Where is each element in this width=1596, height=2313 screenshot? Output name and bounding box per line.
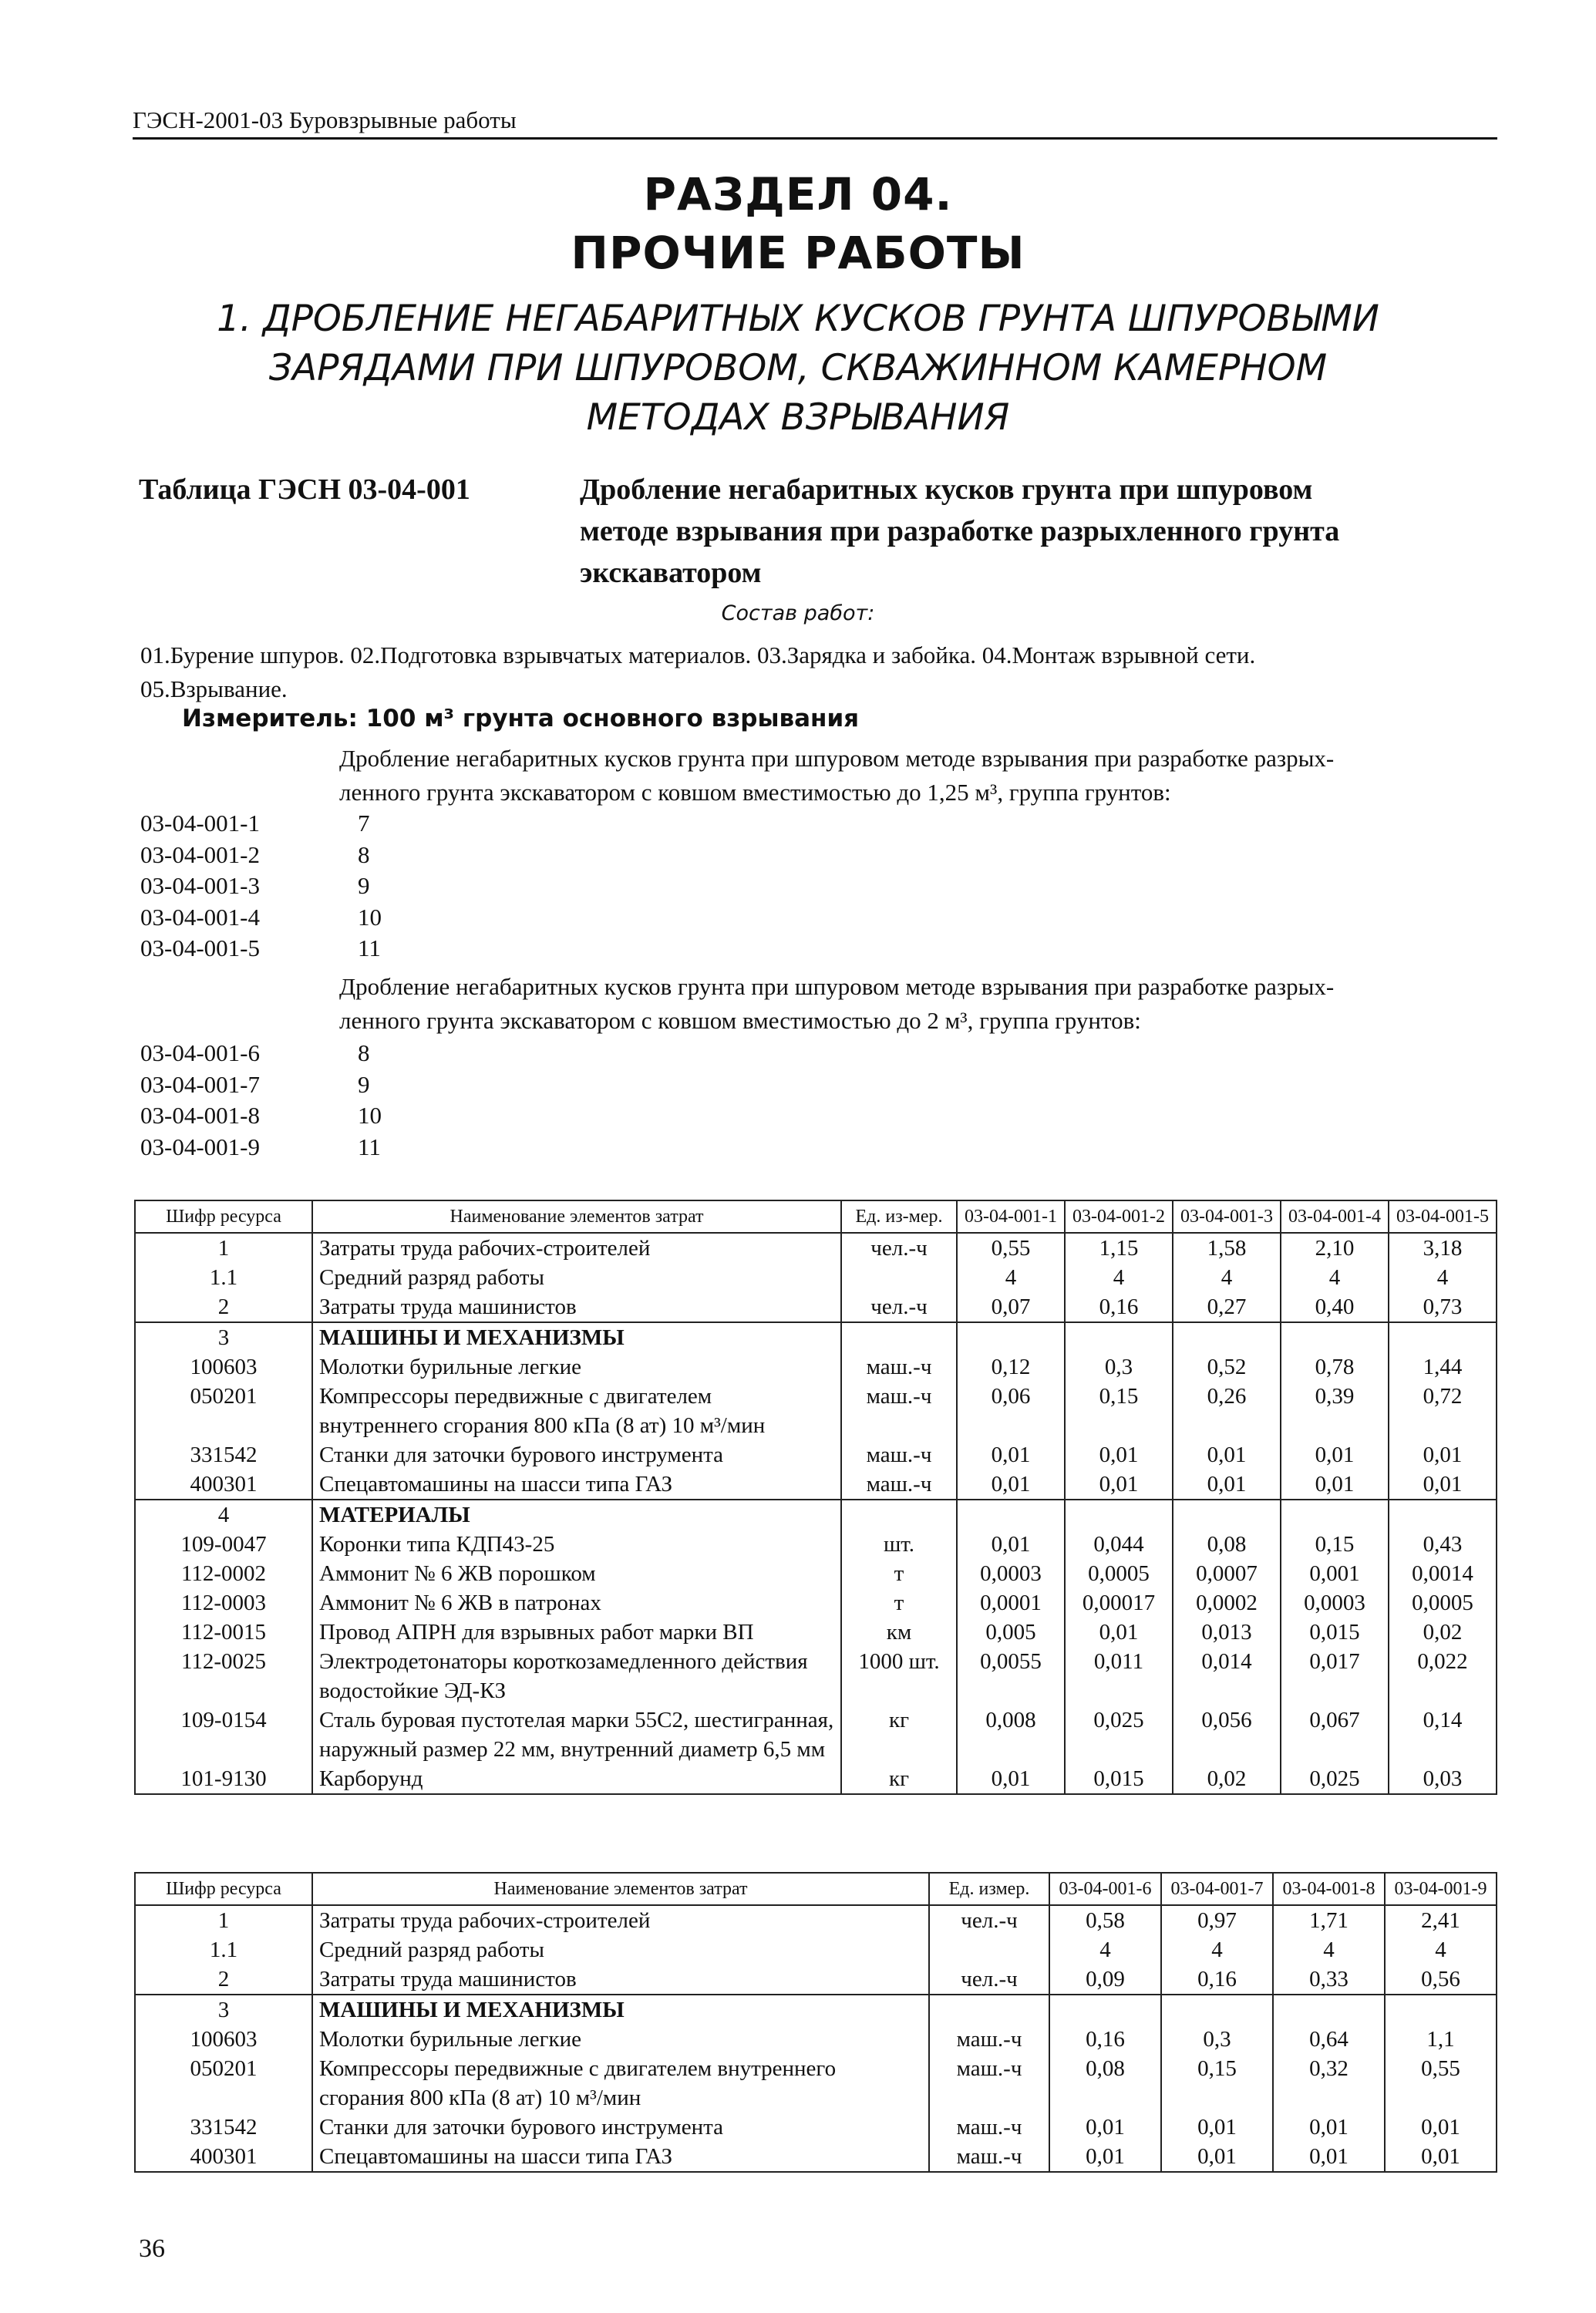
- subsection-title: [116, 295, 1480, 443]
- value-cell: 0,26: [1173, 1382, 1281, 1440]
- resource-code: 050201: [135, 1382, 312, 1440]
- value-cell: 0,0005: [1389, 1588, 1497, 1618]
- resource-code: 112-0002: [135, 1559, 312, 1588]
- unit-cell: км: [841, 1618, 957, 1647]
- value-cell: 0,64: [1273, 2025, 1385, 2054]
- value-cell: 0,15: [1065, 1382, 1173, 1440]
- header-name: Наименование элементов затрат: [312, 1873, 929, 1905]
- table-caption-line: методе взрывания при разработке разрыхленного грунта: [580, 515, 1340, 547]
- group-description-line: ленного грунта экскаватором с ковшом вместимостью до 2 м³, группа грунтов:: [339, 1007, 1141, 1034]
- cost-element-name: Компрессоры передвижные с двигателем внутреннего сгорания 800 кПа (8 ат) 10 м³/мин: [312, 2054, 929, 2113]
- value-cell: 0,044: [1065, 1530, 1173, 1559]
- value-cell: 0,02: [1389, 1618, 1497, 1647]
- value-cell: [1065, 1322, 1173, 1352]
- table-row: [135, 1588, 1497, 1618]
- value-cell: 0,01: [1065, 1440, 1173, 1470]
- unit-cell: кг: [841, 1764, 957, 1794]
- header-col: 03-04-001-5: [1389, 1200, 1497, 1233]
- value-cell: 4: [1273, 1935, 1385, 1965]
- table-row: [135, 1705, 1497, 1764]
- header-unit: Ед. измер.: [929, 1873, 1049, 1905]
- cost-element-name: МАШИНЫ И МЕХАНИЗМЫ: [312, 1995, 929, 2025]
- value-cell: [957, 1322, 1065, 1352]
- value-cell: 0,01: [1065, 1618, 1173, 1647]
- table-row: [135, 1935, 1497, 1965]
- table-row: [135, 1233, 1497, 1263]
- resource-code: 3: [135, 1322, 312, 1352]
- value-cell: 0,025: [1281, 1764, 1389, 1794]
- header-col: 03-04-001-4: [1281, 1200, 1389, 1233]
- value-cell: 0,067: [1281, 1705, 1389, 1764]
- table-caption-label: Таблица ГЭСН 03-04-001: [139, 473, 470, 506]
- works-line: 05.Взрывание.: [140, 675, 288, 702]
- value-cell: 2,10: [1281, 1233, 1389, 1263]
- unit-cell: т: [841, 1559, 957, 1588]
- header-code: Шифр ресурса: [135, 1873, 312, 1905]
- resource-code: 400301: [135, 1470, 312, 1500]
- value-cell: 4: [1389, 1263, 1497, 1292]
- value-cell: 0,0002: [1173, 1588, 1281, 1618]
- table-row: [135, 1764, 1497, 1794]
- value-cell: 0,43: [1389, 1530, 1497, 1559]
- cost-element-name: Электродетонаторы короткозамедленного действия водостойкие ЭД-КЗ: [312, 1647, 841, 1705]
- table-row: [135, 1559, 1497, 1588]
- soil-group: 11: [358, 934, 381, 961]
- value-cell: 4: [957, 1263, 1065, 1292]
- value-cell: 0,056: [1173, 1705, 1281, 1764]
- table-row: [135, 1382, 1497, 1440]
- table-caption-line: Дробление негабаритных кусков грунта при шпуровом: [580, 473, 1313, 506]
- value-cell: 0,55: [957, 1233, 1065, 1263]
- unit-cell: чел.-ч: [841, 1233, 957, 1263]
- soil-group: 10: [358, 1102, 382, 1129]
- cost-element-name: Спецавтомашины на шасси типа ГАЗ: [312, 2142, 929, 2172]
- value-cell: 0,01: [1281, 1440, 1389, 1470]
- cost-element-name: Компрессоры передвижные с двигателем внутреннего сгорания 800 кПа (8 ат) 10 м³/мин: [312, 1382, 841, 1440]
- cost-element-name: Сталь буровая пустотелая марки 55С2, шестигранная, наружный размер 22 мм, внутренний диаметр 6,5 мм: [312, 1705, 841, 1764]
- unit-cell: чел.-ч: [929, 1965, 1049, 1995]
- resource-code: 4: [135, 1500, 312, 1530]
- header-col: 03-04-001-7: [1161, 1873, 1273, 1905]
- resource-code: 3: [135, 1995, 312, 2025]
- value-cell: 0,07: [957, 1292, 1065, 1322]
- cost-element-name: Средний разряд работы: [312, 1263, 841, 1292]
- table-row: [135, 1352, 1497, 1382]
- value-cell: 0,72: [1389, 1382, 1497, 1440]
- norm-code: 03-04-001-8: [140, 1102, 260, 1129]
- header-col: 03-04-001-8: [1273, 1873, 1385, 1905]
- header-col: 03-04-001-3: [1173, 1200, 1281, 1233]
- value-cell: 2,41: [1385, 1905, 1497, 1935]
- value-cell: 4: [1173, 1263, 1281, 1292]
- value-cell: 4: [1281, 1263, 1389, 1292]
- value-cell: 1,1: [1385, 2025, 1497, 2054]
- norm-code: 03-04-001-3: [140, 872, 260, 899]
- unit-cell: шт.: [841, 1530, 957, 1559]
- value-cell: 4: [1065, 1263, 1173, 1292]
- resource-code: 2: [135, 1965, 312, 1995]
- value-cell: 1,15: [1065, 1233, 1173, 1263]
- value-cell: [1173, 1322, 1281, 1352]
- unit-cell: т: [841, 1588, 957, 1618]
- table-row: [135, 2054, 1497, 2113]
- value-cell: 0,01: [1173, 1440, 1281, 1470]
- value-cell: 0,01: [1161, 2142, 1273, 2172]
- value-cell: 0,014: [1173, 1647, 1281, 1705]
- header-col: 03-04-001-1: [957, 1200, 1065, 1233]
- unit-cell: [929, 1935, 1049, 1965]
- soil-group: 8: [358, 840, 370, 868]
- table-row: [135, 2113, 1497, 2142]
- table-row: [135, 1322, 1497, 1352]
- page-number: 36: [139, 2234, 165, 2263]
- unit-cell: кг: [841, 1705, 957, 1764]
- value-cell: 0,56: [1385, 1965, 1497, 1995]
- value-cell: 0,008: [957, 1705, 1065, 1764]
- subsection-title-line: ЗАРЯДАМИ ПРИ ШПУРОВОМ, СКВАЖИННОМ КАМЕРНОМ: [268, 347, 1328, 389]
- resource-code: 1.1: [135, 1263, 312, 1292]
- resource-code: 100603: [135, 1352, 312, 1382]
- value-cell: 0,01: [1389, 1470, 1497, 1500]
- soil-group: 7: [358, 810, 370, 837]
- value-cell: 0,015: [1281, 1618, 1389, 1647]
- table-row: [135, 1263, 1497, 1292]
- soil-group: 10: [358, 903, 382, 931]
- header-unit: Ед. из-мер.: [841, 1200, 957, 1233]
- value-cell: [1161, 1995, 1273, 2025]
- group-description-line: Дробление негабаритных кусков грунта при шпуровом методе взрывания при разработке разрых-: [339, 745, 1335, 772]
- value-cell: [1173, 1500, 1281, 1530]
- unit-cell: маш.-ч: [841, 1470, 957, 1500]
- table-row: [135, 1905, 1497, 1935]
- cost-element-name: Спецавтомашины на шасси типа ГАЗ: [312, 1470, 841, 1500]
- cost-element-name: Средний разряд работы: [312, 1935, 929, 1965]
- soil-group: 8: [358, 1039, 370, 1066]
- value-cell: 0,01: [1385, 2113, 1497, 2142]
- cost-element-name: Карборунд: [312, 1764, 841, 1794]
- value-cell: 0,017: [1281, 1647, 1389, 1705]
- value-cell: [1385, 1995, 1497, 2025]
- resource-code: 101-9130: [135, 1764, 312, 1794]
- value-cell: 0,00017: [1065, 1588, 1173, 1618]
- value-cell: 0,01: [957, 1440, 1065, 1470]
- value-cell: [957, 1500, 1065, 1530]
- resource-table: [134, 1872, 1497, 2173]
- value-cell: 0,01: [1173, 1470, 1281, 1500]
- value-cell: 0,01: [1161, 2113, 1273, 2142]
- resource-code: 331542: [135, 1440, 312, 1470]
- cost-element-name: Провод АПРН для взрывных работ марки ВП: [312, 1618, 841, 1647]
- value-cell: [1389, 1322, 1497, 1352]
- section-title-line: РАЗДЕЛ 04.: [643, 168, 953, 221]
- resource-code: 109-0047: [135, 1530, 312, 1559]
- cost-element-name: МАШИНЫ И МЕХАНИЗМЫ: [312, 1322, 841, 1352]
- norm-code: 03-04-001-1: [140, 810, 260, 837]
- cost-element-name: Коронки типа КДП43-25: [312, 1530, 841, 1559]
- table-row: [135, 1292, 1497, 1322]
- cost-element-name: Затраты труда рабочих-строителей: [312, 1905, 929, 1935]
- resource-table: [134, 1200, 1497, 1795]
- cost-element-name: Аммонит № 6 ЖВ порошком: [312, 1559, 841, 1588]
- works-list: [140, 638, 1505, 706]
- value-cell: 0,01: [1385, 2142, 1497, 2172]
- value-cell: 0,013: [1173, 1618, 1281, 1647]
- value-cell: 0,14: [1389, 1705, 1497, 1764]
- header-code: Шифр ресурса: [135, 1200, 312, 1233]
- table-row: [135, 1440, 1497, 1470]
- value-cell: 0,01: [1049, 2142, 1161, 2172]
- unit-cell: маш.-ч: [929, 2113, 1049, 2142]
- value-cell: 3,18: [1389, 1233, 1497, 1263]
- value-cell: 0,01: [1065, 1470, 1173, 1500]
- group-description: [339, 970, 1496, 1038]
- unit-cell: чел.-ч: [929, 1905, 1049, 1935]
- value-cell: 0,011: [1065, 1647, 1173, 1705]
- unit-cell: 1000 шт.: [841, 1647, 957, 1705]
- unit-cell: [841, 1500, 957, 1530]
- section-title: [0, 165, 1596, 282]
- cost-element-name: Затраты труда рабочих-строителей: [312, 1233, 841, 1263]
- norm-code: 03-04-001-2: [140, 840, 260, 868]
- table-row: [135, 1500, 1497, 1530]
- norm-code: 03-04-001-4: [140, 903, 260, 931]
- subsection-title-line: 1. ДРОБЛЕНИЕ НЕГАБАРИТНЫХ КУСКОВ ГРУНТА ШПУРОВЫМИ: [217, 298, 1379, 340]
- value-cell: 0,78: [1281, 1352, 1389, 1382]
- header-col: 03-04-001-2: [1065, 1200, 1173, 1233]
- table-header-row: [135, 1200, 1497, 1233]
- value-cell: 0,0003: [1281, 1588, 1389, 1618]
- resource-code: 2: [135, 1292, 312, 1322]
- unit-cell: маш.-ч: [841, 1352, 957, 1382]
- cost-element-name: Молотки бурильные легкие: [312, 2025, 929, 2054]
- table-row: [135, 2025, 1497, 2054]
- value-cell: 0,09: [1049, 1965, 1161, 1995]
- resource-code: 100603: [135, 2025, 312, 2054]
- value-cell: 0,0005: [1065, 1559, 1173, 1588]
- works-line: 01.Бурение шпуров. 02.Подготовка взрывчатых материалов. 03.Зарядка и забойка. 04.Монтаж взрывной сети.: [140, 641, 1256, 668]
- value-cell: 0,15: [1281, 1530, 1389, 1559]
- group-description-line: ленного грунта экскаватором с ковшом вместимостью до 1,25 м³, группа грунтов:: [339, 779, 1171, 806]
- value-cell: 0,0007: [1173, 1559, 1281, 1588]
- value-cell: [1281, 1500, 1389, 1530]
- value-cell: 0,01: [957, 1470, 1065, 1500]
- table-row: [135, 1995, 1497, 2025]
- value-cell: 0,3: [1065, 1352, 1173, 1382]
- value-cell: 0,16: [1065, 1292, 1173, 1322]
- measure-unit: Измеритель: 100 м³ грунта основного взрывания: [182, 705, 860, 732]
- table-row: [135, 1618, 1497, 1647]
- value-cell: 0,022: [1389, 1647, 1497, 1705]
- soil-group: 9: [358, 872, 370, 899]
- value-cell: 0,73: [1389, 1292, 1497, 1322]
- subsection-title-line: МЕТОДАХ ВЗРЫВАНИЯ: [586, 396, 1010, 439]
- table-row: [135, 2142, 1497, 2172]
- value-cell: 0,15: [1161, 2054, 1273, 2113]
- unit-cell: маш.-ч: [929, 2142, 1049, 2172]
- running-header: ГЭСН-2001-03 Буровзрывные работы: [133, 106, 1497, 140]
- unit-cell: [841, 1322, 957, 1352]
- value-cell: 0,01: [1273, 2113, 1385, 2142]
- value-cell: 0,58: [1049, 1905, 1161, 1935]
- table-row: [135, 1470, 1497, 1500]
- value-cell: 0,16: [1161, 1965, 1273, 1995]
- table-caption-text: [580, 469, 1490, 594]
- group-description: [339, 742, 1496, 810]
- resource-code: 112-0003: [135, 1588, 312, 1618]
- value-cell: [1065, 1500, 1173, 1530]
- section-title-line: ПРОЧИЕ РАБОТЫ: [571, 227, 1025, 279]
- table-row: [135, 1530, 1497, 1559]
- cost-element-name: Станки для заточки бурового инструмента: [312, 1440, 841, 1470]
- value-cell: 0,06: [957, 1382, 1065, 1440]
- table-header-row: [135, 1873, 1497, 1905]
- norm-code: 03-04-001-7: [140, 1070, 260, 1098]
- soil-group: 11: [358, 1133, 381, 1160]
- cost-element-name: Аммонит № 6 ЖВ в патронах: [312, 1588, 841, 1618]
- value-cell: [1049, 1995, 1161, 2025]
- value-cell: 0,40: [1281, 1292, 1389, 1322]
- group-description-line: Дробление негабаритных кусков грунта при шпуровом методе взрывания при разработке разрых-: [339, 973, 1335, 1000]
- header-name: Наименование элементов затрат: [312, 1200, 841, 1233]
- value-cell: [1389, 1500, 1497, 1530]
- unit-cell: чел.-ч: [841, 1292, 957, 1322]
- value-cell: 0,02: [1173, 1764, 1281, 1794]
- cost-element-name: МАТЕРИАЛЫ: [312, 1500, 841, 1530]
- resource-code: 1.1: [135, 1935, 312, 1965]
- value-cell: 0,16: [1049, 2025, 1161, 2054]
- resource-code: 112-0025: [135, 1647, 312, 1705]
- value-cell: 0,01: [1049, 2113, 1161, 2142]
- value-cell: 0,55: [1385, 2054, 1497, 2113]
- value-cell: 0,025: [1065, 1705, 1173, 1764]
- value-cell: 0,01: [957, 1530, 1065, 1559]
- unit-cell: маш.-ч: [841, 1382, 957, 1440]
- norm-code: 03-04-001-5: [140, 934, 260, 961]
- cost-element-name: Затраты труда машинистов: [312, 1292, 841, 1322]
- value-cell: 0,39: [1281, 1382, 1389, 1440]
- value-cell: 0,12: [957, 1352, 1065, 1382]
- value-cell: 0,01: [957, 1764, 1065, 1794]
- cost-element-name: Молотки бурильные легкие: [312, 1352, 841, 1382]
- value-cell: 0,01: [1281, 1470, 1389, 1500]
- header-col: 03-04-001-9: [1385, 1873, 1497, 1905]
- value-cell: 0,0014: [1389, 1559, 1497, 1588]
- resource-code: 331542: [135, 2113, 312, 2142]
- value-cell: 0,97: [1161, 1905, 1273, 1935]
- value-cell: [1281, 1322, 1389, 1352]
- value-cell: 1,58: [1173, 1233, 1281, 1263]
- norm-code: 03-04-001-9: [140, 1133, 260, 1160]
- table-row: [135, 1647, 1497, 1705]
- unit-cell: маш.-ч: [841, 1440, 957, 1470]
- value-cell: 0,01: [1273, 2142, 1385, 2172]
- value-cell: 0,27: [1173, 1292, 1281, 1322]
- value-cell: 0,001: [1281, 1559, 1389, 1588]
- value-cell: 0,32: [1273, 2054, 1385, 2113]
- value-cell: 0,015: [1065, 1764, 1173, 1794]
- resource-code: 1: [135, 1905, 312, 1935]
- value-cell: 4: [1161, 1935, 1273, 1965]
- value-cell: 0,08: [1173, 1530, 1281, 1559]
- unit-cell: [929, 1995, 1049, 2025]
- unit-cell: маш.-ч: [929, 2025, 1049, 2054]
- value-cell: 0,08: [1049, 2054, 1161, 2113]
- table-caption-line: экскаватором: [580, 557, 762, 589]
- table-row: [135, 1965, 1497, 1995]
- cost-element-name: Станки для заточки бурового инструмента: [312, 2113, 929, 2142]
- soil-group: 9: [358, 1070, 370, 1098]
- unit-cell: [841, 1263, 957, 1292]
- cost-element-name: Затраты труда машинистов: [312, 1965, 929, 1995]
- norm-code: 03-04-001-6: [140, 1039, 260, 1066]
- value-cell: 4: [1385, 1935, 1497, 1965]
- works-heading: Состав работ:: [721, 601, 875, 625]
- value-cell: 0,3: [1161, 2025, 1273, 2054]
- header-col: 03-04-001-6: [1049, 1873, 1161, 1905]
- value-cell: 0,0001: [957, 1588, 1065, 1618]
- resource-code: 400301: [135, 2142, 312, 2172]
- value-cell: 0,03: [1389, 1764, 1497, 1794]
- resource-code: 109-0154: [135, 1705, 312, 1764]
- value-cell: 0,0055: [957, 1647, 1065, 1705]
- resource-code: 112-0015: [135, 1618, 312, 1647]
- value-cell: 1,44: [1389, 1352, 1497, 1382]
- value-cell: 0,0003: [957, 1559, 1065, 1588]
- unit-cell: маш.-ч: [929, 2054, 1049, 2113]
- value-cell: 1,71: [1273, 1905, 1385, 1935]
- value-cell: [1273, 1995, 1385, 2025]
- value-cell: 0,52: [1173, 1352, 1281, 1382]
- value-cell: 0,33: [1273, 1965, 1385, 1995]
- value-cell: 0,005: [957, 1618, 1065, 1647]
- value-cell: 0,01: [1389, 1440, 1497, 1470]
- resource-code: 1: [135, 1233, 312, 1263]
- resource-code: 050201: [135, 2054, 312, 2113]
- value-cell: 4: [1049, 1935, 1161, 1965]
